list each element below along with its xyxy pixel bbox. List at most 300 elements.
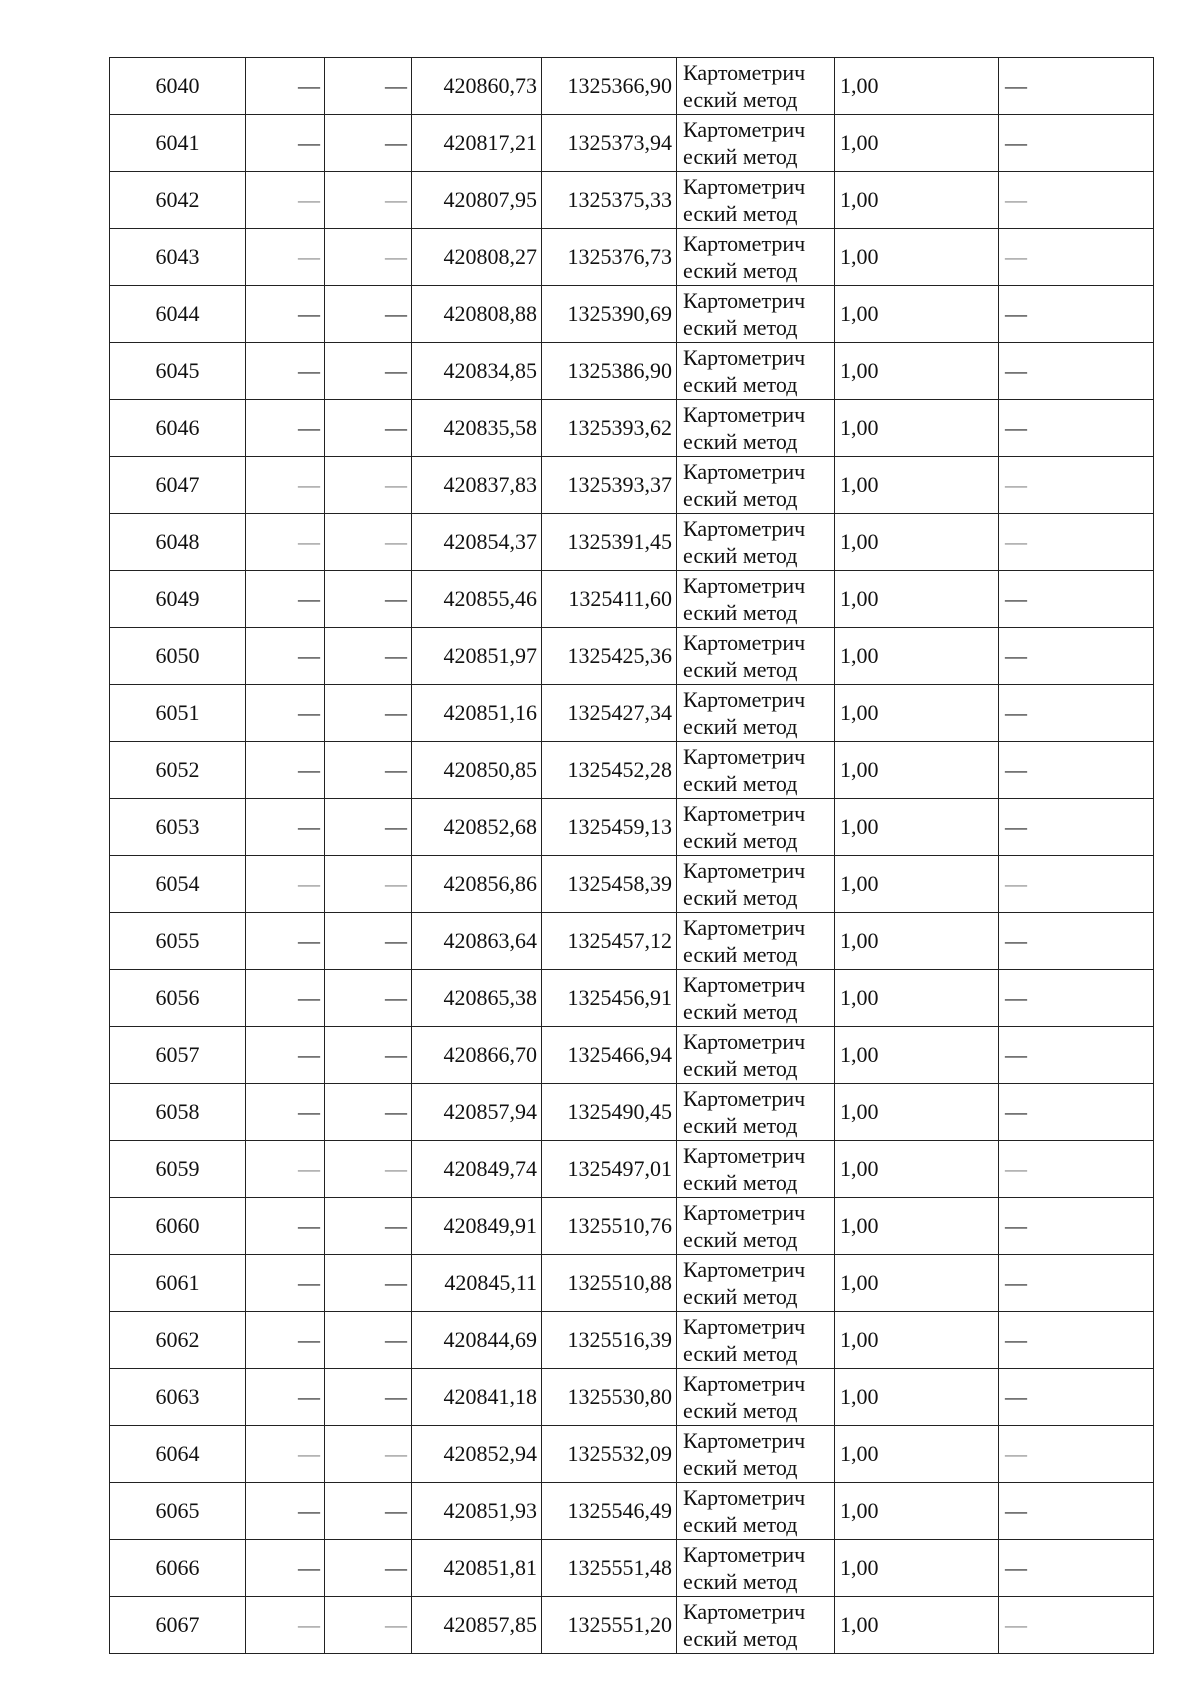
coord-x-cell: 420851,16 <box>412 685 542 742</box>
method-line-2: еский метод <box>683 144 798 169</box>
dash-mark: — <box>298 1555 320 1580</box>
dash-mark: — <box>1005 871 1027 896</box>
method-line-1: Картометрич <box>683 801 806 826</box>
method-line-2: еский метод <box>683 714 798 739</box>
coord-y-cell: 1325393,62 <box>542 400 677 457</box>
dash-mark: — <box>298 301 320 326</box>
dash-mark: — <box>298 1042 320 1067</box>
method-line-1: Картометрич <box>683 915 806 940</box>
table-row <box>110 514 1154 571</box>
description-cell <box>999 229 1154 286</box>
dash-mark: — <box>298 928 320 953</box>
dash-mark: — <box>1005 1612 1027 1637</box>
description-cell <box>999 514 1154 571</box>
coord-x-cell: 420808,27 <box>412 229 542 286</box>
error-cell: 1,00 <box>835 799 999 856</box>
old-x-cell <box>246 571 325 628</box>
method-line-2: еский метод <box>683 1626 798 1651</box>
dash-mark: — <box>385 472 407 497</box>
method-line-2: еский метод <box>683 1398 798 1423</box>
dash-mark: — <box>1005 1498 1027 1523</box>
dash-mark: — <box>1005 1213 1027 1238</box>
dash-mark: — <box>385 1441 407 1466</box>
method-line-1: Картометрич <box>683 231 806 256</box>
method-line-2: еский метод <box>683 1341 798 1366</box>
old-x-cell <box>246 1483 325 1540</box>
point-number-cell: 6054 <box>110 856 246 913</box>
method-line-1: Картометрич <box>683 1371 806 1396</box>
dash-mark: — <box>298 757 320 782</box>
old-x-cell <box>246 1597 325 1654</box>
coord-y-cell: 1325376,73 <box>542 229 677 286</box>
dash-mark: — <box>385 1042 407 1067</box>
coord-x-cell: 420852,94 <box>412 1426 542 1483</box>
method-cell <box>677 1027 835 1084</box>
method-line-1: Картометрич <box>683 1428 806 1453</box>
coord-y-cell: 1325516,39 <box>542 1312 677 1369</box>
dash-mark: — <box>385 244 407 269</box>
description-cell <box>999 571 1154 628</box>
old-y-cell <box>325 970 412 1027</box>
old-y-cell <box>325 343 412 400</box>
dash-mark: — <box>1005 472 1027 497</box>
dash-mark: — <box>298 244 320 269</box>
method-line-2: еский метод <box>683 372 798 397</box>
method-line-2: еский метод <box>683 771 798 796</box>
point-number-cell: 6047 <box>110 457 246 514</box>
old-x-cell <box>246 1540 325 1597</box>
method-cell <box>677 343 835 400</box>
method-line-1: Картометрич <box>683 402 806 427</box>
old-x-cell <box>246 172 325 229</box>
table-row <box>110 115 1154 172</box>
dash-mark: — <box>385 1327 407 1352</box>
description-cell <box>999 400 1154 457</box>
error-cell: 1,00 <box>835 1597 999 1654</box>
table-row <box>110 58 1154 115</box>
error-cell: 1,00 <box>835 571 999 628</box>
coord-x-cell: 420857,94 <box>412 1084 542 1141</box>
old-y-cell <box>325 685 412 742</box>
description-cell <box>999 1540 1154 1597</box>
dash-mark: — <box>298 1327 320 1352</box>
dash-mark: — <box>298 73 320 98</box>
dash-mark: — <box>298 1498 320 1523</box>
method-cell <box>677 799 835 856</box>
dash-mark: — <box>385 928 407 953</box>
old-x-cell <box>246 1141 325 1198</box>
point-number-cell: 6046 <box>110 400 246 457</box>
method-line-1: Картометрич <box>683 345 806 370</box>
method-cell <box>677 172 835 229</box>
old-y-cell <box>325 628 412 685</box>
old-x-cell <box>246 286 325 343</box>
table-row <box>110 286 1154 343</box>
coord-y-cell: 1325497,01 <box>542 1141 677 1198</box>
error-cell: 1,00 <box>835 1027 999 1084</box>
method-cell <box>677 58 835 115</box>
table-row <box>110 1255 1154 1312</box>
coord-y-cell: 1325466,94 <box>542 1027 677 1084</box>
method-cell <box>677 970 835 1027</box>
error-cell: 1,00 <box>835 1483 999 1540</box>
point-number-cell: 6049 <box>110 571 246 628</box>
method-line-1: Картометрич <box>683 1599 806 1624</box>
coord-y-cell: 1325459,13 <box>542 799 677 856</box>
dash-mark: — <box>385 187 407 212</box>
method-line-1: Картометрич <box>683 1200 806 1225</box>
method-cell <box>677 457 835 514</box>
coord-y-cell: 1325375,33 <box>542 172 677 229</box>
coord-x-cell: 420835,58 <box>412 400 542 457</box>
old-x-cell <box>246 115 325 172</box>
dash-mark: — <box>385 73 407 98</box>
error-cell: 1,00 <box>835 457 999 514</box>
method-line-2: еский метод <box>683 315 798 340</box>
method-line-1: Картометрич <box>683 744 806 769</box>
method-line-2: еский метод <box>683 429 798 454</box>
coord-x-cell: 420849,91 <box>412 1198 542 1255</box>
method-cell <box>677 1426 835 1483</box>
coord-y-cell: 1325457,12 <box>542 913 677 970</box>
point-number-cell: 6045 <box>110 343 246 400</box>
method-cell <box>677 1597 835 1654</box>
old-y-cell <box>325 1597 412 1654</box>
dash-mark: — <box>385 700 407 725</box>
method-cell <box>677 856 835 913</box>
dash-mark: — <box>298 700 320 725</box>
method-cell <box>677 913 835 970</box>
method-cell <box>677 1540 835 1597</box>
old-x-cell <box>246 1084 325 1141</box>
coord-y-cell: 1325386,90 <box>542 343 677 400</box>
dash-mark: — <box>298 130 320 155</box>
coord-x-cell: 420863,64 <box>412 913 542 970</box>
point-number-cell: 6056 <box>110 970 246 1027</box>
old-y-cell <box>325 742 412 799</box>
coord-y-cell: 1325391,45 <box>542 514 677 571</box>
dash-mark: — <box>1005 529 1027 554</box>
dash-mark: — <box>385 1555 407 1580</box>
point-number-cell: 6050 <box>110 628 246 685</box>
dash-mark: — <box>1005 643 1027 668</box>
error-cell: 1,00 <box>835 685 999 742</box>
point-number-cell: 6052 <box>110 742 246 799</box>
coord-y-cell: 1325551,48 <box>542 1540 677 1597</box>
dash-mark: — <box>1005 187 1027 212</box>
description-cell <box>999 1597 1154 1654</box>
method-line-1: Картометрич <box>683 1257 806 1282</box>
coord-y-cell: 1325532,09 <box>542 1426 677 1483</box>
dash-mark: — <box>385 1156 407 1181</box>
old-x-cell <box>246 628 325 685</box>
old-x-cell <box>246 1426 325 1483</box>
method-cell <box>677 571 835 628</box>
old-x-cell <box>246 1027 325 1084</box>
coord-y-cell: 1325510,76 <box>542 1198 677 1255</box>
point-number-cell: 6051 <box>110 685 246 742</box>
old-x-cell <box>246 1255 325 1312</box>
old-x-cell <box>246 457 325 514</box>
dash-mark: — <box>298 871 320 896</box>
dash-mark: — <box>298 985 320 1010</box>
dash-mark: — <box>298 1156 320 1181</box>
dash-mark: — <box>1005 700 1027 725</box>
dash-mark: — <box>1005 757 1027 782</box>
error-cell: 1,00 <box>835 172 999 229</box>
method-line-1: Картометрич <box>683 1029 806 1054</box>
coord-x-cell: 420855,46 <box>412 571 542 628</box>
dash-mark: — <box>385 1612 407 1637</box>
method-line-2: еский метод <box>683 1113 798 1138</box>
table-row <box>110 457 1154 514</box>
description-cell <box>999 1369 1154 1426</box>
method-line-2: еский метод <box>683 828 798 853</box>
old-y-cell <box>325 1312 412 1369</box>
method-line-1: Картометрич <box>683 60 806 85</box>
coord-x-cell: 420808,88 <box>412 286 542 343</box>
coord-y-cell: 1325546,49 <box>542 1483 677 1540</box>
description-cell <box>999 856 1154 913</box>
table-row <box>110 1483 1154 1540</box>
coord-y-cell: 1325425,36 <box>542 628 677 685</box>
old-y-cell <box>325 115 412 172</box>
old-y-cell <box>325 514 412 571</box>
coord-x-cell: 420849,74 <box>412 1141 542 1198</box>
method-line-1: Картометрич <box>683 516 806 541</box>
dash-mark: — <box>385 130 407 155</box>
method-cell <box>677 628 835 685</box>
description-cell <box>999 343 1154 400</box>
dash-mark: — <box>298 1213 320 1238</box>
description-cell <box>999 1426 1154 1483</box>
method-line-2: еский метод <box>683 999 798 1024</box>
coord-x-cell: 420844,69 <box>412 1312 542 1369</box>
dash-mark: — <box>298 1384 320 1409</box>
method-line-1: Картометрич <box>683 1542 806 1567</box>
description-cell <box>999 58 1154 115</box>
point-number-cell: 6048 <box>110 514 246 571</box>
table-row <box>110 1540 1154 1597</box>
coord-y-cell: 1325490,45 <box>542 1084 677 1141</box>
method-line-1: Картометрич <box>683 573 806 598</box>
dash-mark: — <box>298 415 320 440</box>
method-line-2: еский метод <box>683 1512 798 1537</box>
old-y-cell <box>325 229 412 286</box>
description-cell <box>999 286 1154 343</box>
dash-mark: — <box>1005 1441 1027 1466</box>
coord-x-cell: 420845,11 <box>412 1255 542 1312</box>
method-line-2: еский метод <box>683 1056 798 1081</box>
old-x-cell <box>246 913 325 970</box>
dash-mark: — <box>385 643 407 668</box>
old-y-cell <box>325 799 412 856</box>
error-cell: 1,00 <box>835 913 999 970</box>
method-line-2: еский метод <box>683 87 798 112</box>
error-cell: 1,00 <box>835 1141 999 1198</box>
description-cell <box>999 1483 1154 1540</box>
point-number-cell: 6055 <box>110 913 246 970</box>
dash-mark: — <box>1005 1270 1027 1295</box>
description-cell <box>999 1027 1154 1084</box>
coord-x-cell: 420841,18 <box>412 1369 542 1426</box>
old-y-cell <box>325 571 412 628</box>
error-cell: 1,00 <box>835 742 999 799</box>
method-cell <box>677 1084 835 1141</box>
method-cell <box>677 400 835 457</box>
method-line-1: Картометрич <box>683 288 806 313</box>
error-cell: 1,00 <box>835 1312 999 1369</box>
coord-x-cell: 420856,86 <box>412 856 542 913</box>
old-y-cell <box>325 400 412 457</box>
old-y-cell <box>325 1483 412 1540</box>
coordinates-table <box>109 57 1154 1654</box>
point-number-cell: 6061 <box>110 1255 246 1312</box>
old-y-cell <box>325 1369 412 1426</box>
error-cell: 1,00 <box>835 400 999 457</box>
dash-mark: — <box>385 814 407 839</box>
old-y-cell <box>325 1255 412 1312</box>
error-cell: 1,00 <box>835 1198 999 1255</box>
method-cell <box>677 1255 835 1312</box>
old-y-cell <box>325 58 412 115</box>
error-cell: 1,00 <box>835 286 999 343</box>
coord-y-cell: 1325390,69 <box>542 286 677 343</box>
coord-x-cell: 420817,21 <box>412 115 542 172</box>
dash-mark: — <box>385 1213 407 1238</box>
method-cell <box>677 115 835 172</box>
coord-x-cell: 420860,73 <box>412 58 542 115</box>
table-row <box>110 229 1154 286</box>
point-number-cell: 6059 <box>110 1141 246 1198</box>
table-row <box>110 1426 1154 1483</box>
point-number-cell: 6042 <box>110 172 246 229</box>
method-line-1: Картометрич <box>683 972 806 997</box>
coord-y-cell: 1325411,60 <box>542 571 677 628</box>
point-number-cell: 6044 <box>110 286 246 343</box>
old-y-cell <box>325 856 412 913</box>
old-x-cell <box>246 685 325 742</box>
old-x-cell <box>246 742 325 799</box>
method-line-2: еский метод <box>683 885 798 910</box>
dash-mark: — <box>1005 1384 1027 1409</box>
description-cell <box>999 172 1154 229</box>
dash-mark: — <box>1005 928 1027 953</box>
point-number-cell: 6060 <box>110 1198 246 1255</box>
table-row <box>110 913 1154 970</box>
point-number-cell: 6063 <box>110 1369 246 1426</box>
dash-mark: — <box>298 529 320 554</box>
old-y-cell <box>325 913 412 970</box>
method-line-1: Картометрич <box>683 630 806 655</box>
dash-mark: — <box>298 1099 320 1124</box>
coord-x-cell: 420854,37 <box>412 514 542 571</box>
coord-x-cell: 420837,83 <box>412 457 542 514</box>
point-number-cell: 6053 <box>110 799 246 856</box>
table-row <box>110 1198 1154 1255</box>
dash-mark: — <box>1005 415 1027 440</box>
table-row <box>110 172 1154 229</box>
old-y-cell <box>325 286 412 343</box>
dash-mark: — <box>1005 1555 1027 1580</box>
method-line-2: еский метод <box>683 942 798 967</box>
old-y-cell <box>325 1198 412 1255</box>
coord-x-cell: 420807,95 <box>412 172 542 229</box>
dash-mark: — <box>385 529 407 554</box>
method-line-1: Картометрич <box>683 1485 806 1510</box>
old-x-cell <box>246 1312 325 1369</box>
table-row <box>110 1312 1154 1369</box>
method-cell <box>677 1369 835 1426</box>
table-row <box>110 799 1154 856</box>
dash-mark: — <box>1005 814 1027 839</box>
method-cell <box>677 1198 835 1255</box>
description-cell <box>999 685 1154 742</box>
table-row <box>110 628 1154 685</box>
method-line-2: еский метод <box>683 1284 798 1309</box>
dash-mark: — <box>298 187 320 212</box>
dash-mark: — <box>1005 73 1027 98</box>
table-row <box>110 685 1154 742</box>
dash-mark: — <box>298 1612 320 1637</box>
coord-x-cell: 420865,38 <box>412 970 542 1027</box>
point-number-cell: 6058 <box>110 1084 246 1141</box>
dash-mark: — <box>298 586 320 611</box>
description-cell <box>999 1198 1154 1255</box>
coord-y-cell: 1325530,80 <box>542 1369 677 1426</box>
method-line-1: Картометрич <box>683 117 806 142</box>
error-cell: 1,00 <box>835 229 999 286</box>
point-number-cell: 6064 <box>110 1426 246 1483</box>
method-cell <box>677 229 835 286</box>
description-cell <box>999 1084 1154 1141</box>
description-cell <box>999 628 1154 685</box>
error-cell: 1,00 <box>835 1084 999 1141</box>
error-cell: 1,00 <box>835 1540 999 1597</box>
method-cell <box>677 514 835 571</box>
old-x-cell <box>246 799 325 856</box>
old-x-cell <box>246 1369 325 1426</box>
dash-mark: — <box>385 985 407 1010</box>
dash-mark: — <box>1005 1156 1027 1181</box>
dash-mark: — <box>1005 985 1027 1010</box>
old-y-cell <box>325 172 412 229</box>
table-row <box>110 1369 1154 1426</box>
table-row <box>110 742 1154 799</box>
table-row <box>110 1597 1154 1654</box>
error-cell: 1,00 <box>835 628 999 685</box>
method-line-1: Картометрич <box>683 858 806 883</box>
method-line-2: еский метод <box>683 600 798 625</box>
old-x-cell <box>246 229 325 286</box>
table-body <box>110 58 1154 1654</box>
old-x-cell <box>246 1198 325 1255</box>
old-y-cell <box>325 1084 412 1141</box>
description-cell <box>999 1141 1154 1198</box>
method-cell <box>677 685 835 742</box>
error-cell: 1,00 <box>835 856 999 913</box>
table-row <box>110 1027 1154 1084</box>
error-cell: 1,00 <box>835 115 999 172</box>
dash-mark: — <box>298 472 320 497</box>
method-line-1: Картометрич <box>683 1314 806 1339</box>
old-y-cell <box>325 1540 412 1597</box>
method-cell <box>677 1141 835 1198</box>
table-row <box>110 400 1154 457</box>
old-y-cell <box>325 457 412 514</box>
table-row <box>110 970 1154 1027</box>
table-row <box>110 856 1154 913</box>
